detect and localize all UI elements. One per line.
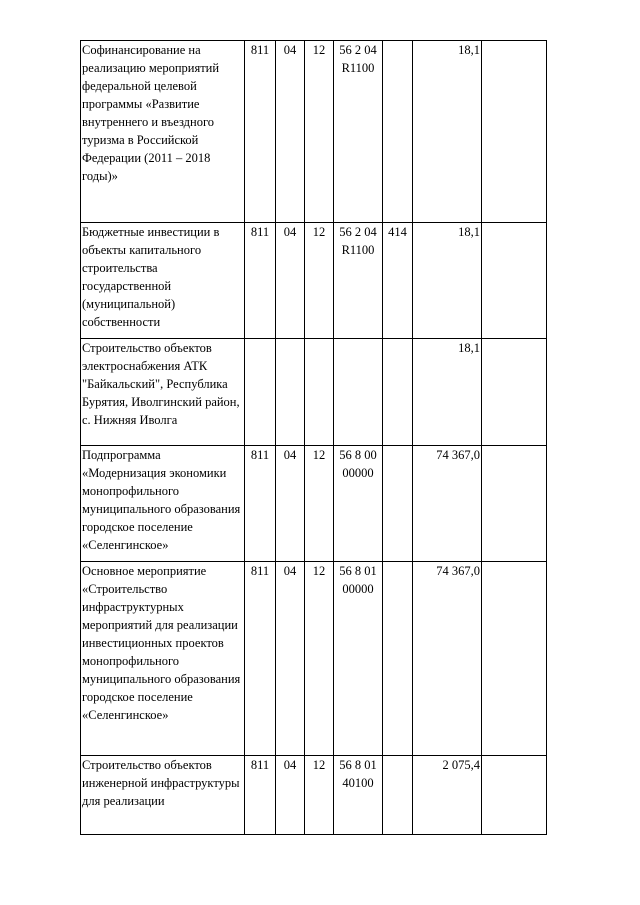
row-csr: [334, 446, 383, 562]
row-sum: 74 367,0: [413, 446, 482, 562]
row-gr: [245, 339, 276, 446]
row-pr: 12: [305, 756, 334, 835]
row-csr: [334, 223, 383, 339]
row-csr-line2: 40100: [342, 776, 374, 790]
row-name: Софинансирование на реализацию мероприятий федеральной целевой программы «Развитие внутреннего и въездного туризма в Российской Федерации (2011 – 2018 годы)»: [81, 41, 245, 223]
row-csr-line2: 00000: [342, 582, 374, 596]
row-rz: 04: [276, 446, 305, 562]
row-pr: 12: [305, 446, 334, 562]
row-pr: 12: [305, 41, 334, 223]
table-row: [81, 41, 547, 223]
row-csr: [334, 41, 383, 223]
row-name: Бюджетные инвестиции в объекты капитального строительства государственной (муниципальной) собственности: [81, 223, 245, 339]
row-vr: [383, 339, 413, 446]
row-vr: [383, 562, 413, 756]
table-row: [81, 339, 547, 446]
row-csr-line1: 56 2 04: [339, 225, 377, 239]
row-csr-line2: 00000: [342, 466, 374, 480]
row-name: Основное мероприятие «Строительство инфраструктурных мероприятий для реализации инвестиционных проектов монопрофильного муниципального образования городское поселение «Селенгинское»: [81, 562, 245, 756]
table-row: [81, 446, 547, 562]
row-extra: [482, 339, 547, 446]
row-pr: 12: [305, 223, 334, 339]
row-name: Строительство объектов инженерной инфраструктуры для реализации: [81, 756, 245, 835]
row-extra: [482, 562, 547, 756]
row-vr: [383, 41, 413, 223]
row-gr: 811: [245, 223, 276, 339]
row-sum: 18,1: [413, 339, 482, 446]
row-pr: 12: [305, 562, 334, 756]
row-sum: 18,1: [413, 41, 482, 223]
row-gr: 811: [245, 446, 276, 562]
row-csr: [334, 562, 383, 756]
row-rz: 04: [276, 756, 305, 835]
row-csr-line1: 56 8 01: [339, 564, 377, 578]
row-gr: 811: [245, 562, 276, 756]
row-vr: [383, 756, 413, 835]
row-sum: 2 075,4: [413, 756, 482, 835]
row-extra: [482, 756, 547, 835]
row-csr-line2: R1100: [341, 61, 375, 75]
row-csr-line1: 56 8 01: [339, 758, 377, 772]
row-extra: [482, 41, 547, 223]
table-row: [81, 756, 547, 835]
row-name: Подпрограмма «Модернизация экономики монопрофильного муниципального образования городское поселение «Селенгинское»: [81, 446, 245, 562]
row-name: Строительство объектов электроснабжения АТК "Байкальский", Республика Бурятия, Иволгинский район, с. Нижняя Иволга: [81, 339, 245, 446]
row-csr: [334, 339, 383, 446]
row-rz: [276, 339, 305, 446]
row-sum: 74 367,0: [413, 562, 482, 756]
row-gr: 811: [245, 41, 276, 223]
row-vr: 414: [383, 223, 413, 339]
row-rz: 04: [276, 223, 305, 339]
row-rz: 04: [276, 562, 305, 756]
row-csr-line1: 56 8 00: [339, 448, 377, 462]
row-extra: [482, 223, 547, 339]
row-csr: [334, 756, 383, 835]
row-csr-line1: 56 2 04: [339, 43, 377, 57]
row-gr: 811: [245, 756, 276, 835]
row-sum: 18,1: [413, 223, 482, 339]
row-csr-line2: R1100: [341, 243, 375, 257]
row-pr: [305, 339, 334, 446]
row-extra: [482, 446, 547, 562]
row-vr: [383, 446, 413, 562]
row-rz: 04: [276, 41, 305, 223]
table-row: [81, 562, 547, 756]
table-row: [81, 223, 547, 339]
budget-table: [80, 40, 547, 835]
